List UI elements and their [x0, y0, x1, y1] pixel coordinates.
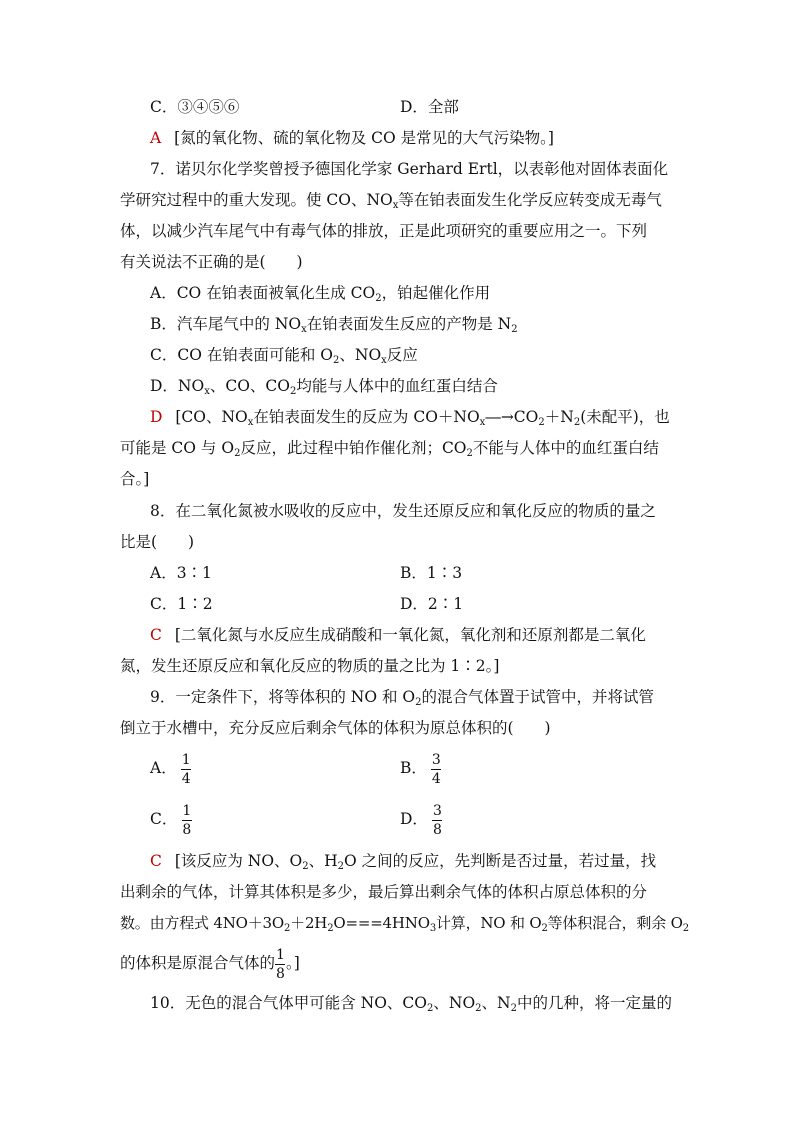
subscript: 2	[234, 448, 241, 459]
option-label: B．	[400, 759, 427, 777]
q8-answer-line1	[150, 624, 646, 646]
text: O===4HNO	[333, 914, 430, 932]
text: [CO、NO	[175, 408, 248, 426]
subscript: 2	[510, 1003, 517, 1014]
q6-option-d: D．全部	[400, 98, 459, 116]
denominator: 8	[432, 821, 442, 838]
numerator: 1	[181, 751, 191, 768]
q9-option-d	[400, 799, 443, 839]
text: 在铂表面发生反应的产物是 N	[306, 315, 512, 333]
q7-option-b	[150, 313, 518, 335]
text: C．CO 在铂表面可能和 O	[150, 346, 333, 364]
option-label: A．	[150, 759, 177, 777]
text: B．汽车尾气中的 NO	[150, 315, 302, 333]
subscript: x	[381, 355, 387, 366]
q7-option-c	[150, 344, 418, 366]
subscript: x	[204, 386, 210, 397]
subscript: 3	[429, 923, 436, 934]
q8-answer-line2: 氮，发生还原反应和氧化反应的物质的量之比为 1∶2。]	[120, 657, 500, 675]
subscript: x	[392, 200, 399, 211]
numerator: 3	[431, 751, 441, 768]
q8-stem-line1: 8．在二氧化氮被水吸收的反应中，发生还原反应和氧化反应的物质的量之	[150, 502, 656, 520]
subscript: 2	[538, 417, 545, 428]
subscript: 2	[375, 293, 382, 304]
text: 。]	[285, 954, 300, 972]
fraction	[432, 803, 443, 838]
q9-answer-text	[175, 852, 656, 870]
q7-option-d	[150, 375, 498, 397]
q6-answer	[150, 127, 554, 149]
text: 均能与人体中的血红蛋白结合	[296, 377, 498, 395]
q8-option-d: D．2∶1	[400, 595, 464, 613]
denominator: 4	[431, 770, 441, 787]
q8-option-b: B．1∶3	[400, 564, 463, 582]
subscript: 2	[475, 1003, 482, 1014]
option-label: D．	[400, 810, 428, 828]
q7-answer-line1	[150, 406, 670, 428]
subscript: 2	[415, 697, 422, 708]
q9-answer-line1	[150, 850, 656, 872]
q7-option-a	[150, 282, 490, 304]
q7-answer-text	[175, 408, 669, 426]
text: ―→CO	[485, 408, 539, 426]
text: 在铂表面发生的反应为 CO＋NO	[253, 408, 480, 426]
text: 不能与人体中的血红蛋白结	[472, 439, 659, 457]
text: D．NO	[150, 377, 205, 395]
q10-stem-line1	[150, 992, 672, 1014]
q6-option-c: C．③④⑤⑥	[150, 98, 240, 116]
q7-answer-line2	[120, 437, 659, 459]
fraction	[275, 947, 286, 982]
text: ＋N	[544, 408, 574, 426]
text: 、NO	[339, 346, 382, 364]
subscript: 2	[541, 923, 548, 934]
q7-answer-line3: 合。]	[120, 470, 150, 488]
text: 中的几种，将一定量的	[516, 994, 672, 1012]
text: 数。由方程式 4NO＋3O	[120, 914, 284, 932]
subscript: 2	[289, 386, 297, 397]
subscript: x	[247, 417, 254, 428]
option-label: C．	[150, 810, 178, 828]
q8-answer-letter: C	[150, 626, 162, 644]
subscript: x	[479, 417, 486, 428]
text: 10．无色的混合气体甲可能含 NO、CO	[150, 994, 427, 1012]
text: 可能是 CO 与 O	[120, 439, 235, 457]
subscript: 2	[573, 417, 581, 428]
text: 、NO	[433, 994, 476, 1012]
subscript: 2	[327, 923, 334, 934]
text: O 之间的反应，先判断是否过量，若过量，找	[344, 852, 657, 870]
subscript: 2	[511, 324, 518, 335]
subscript: 2	[283, 923, 291, 934]
numerator: 3	[432, 802, 442, 819]
fraction	[181, 752, 192, 787]
text: 、H	[308, 852, 338, 870]
denominator: 4	[181, 770, 191, 787]
text: (未配平)，也	[580, 408, 670, 426]
q7-answer-letter: D	[150, 408, 163, 426]
text: 等体积混合，剩余 O	[547, 914, 683, 932]
text: 反应	[386, 346, 418, 364]
text: 等在铂表面发生化学反应转变成无毒气	[398, 191, 662, 209]
fraction	[181, 803, 192, 838]
q7-stem-line4: 有关说法不正确的是( )	[120, 253, 303, 271]
q9-option-c	[150, 799, 192, 839]
subscript: 2	[427, 1003, 434, 1014]
q9-answer-letter: C	[150, 852, 162, 870]
text: A．CO 在铂表面被氧化生成 CO	[150, 284, 376, 302]
q8-option-a: A．3∶1	[150, 564, 212, 582]
q9-option-a	[150, 748, 192, 788]
fraction	[431, 752, 442, 787]
denominator: 8	[182, 821, 192, 838]
q9-answer-line4	[120, 943, 300, 983]
q9-option-b	[400, 748, 442, 788]
text: 、CO、CO	[209, 377, 290, 395]
subscript: 2	[682, 923, 689, 934]
subscript: 2	[466, 448, 473, 459]
subscript: 2	[302, 861, 309, 872]
q8-option-c: C．1∶2	[150, 595, 213, 613]
text: 反应，此过程中铂作催化剂；CO	[240, 439, 467, 457]
q8-stem-line2: 比是( )	[120, 533, 195, 551]
q7-stem-line2	[120, 189, 662, 211]
text: 计算，NO 和 O	[435, 914, 542, 932]
text: [该反应为 NO、O	[174, 852, 303, 870]
denominator: 8	[276, 965, 285, 982]
q8-answer-text: [二氧化氮与水反应生成硝酸和一氧化氮，氧化剂和还原剂都是二氧化	[174, 626, 646, 644]
text: 9．一定条件下，将等体积的 NO 和 O	[150, 688, 416, 706]
text: 学研究过程中的重大发现。使 CO、NO	[120, 191, 393, 209]
q9-stem-line1	[150, 686, 654, 708]
q6-answer-letter: A	[150, 129, 162, 147]
text: 、N	[481, 994, 511, 1012]
q9-answer-line2: 出剩余的气体，计算其体积是多少，最后算出剩余气体的体积占原总体积的分	[120, 883, 648, 901]
q6-answer-text: [氮的氧化物、硫的氧化物及 CO 是常见的大气污染物。]	[174, 129, 554, 147]
q9-answer-line3	[120, 912, 689, 934]
text: ，铂起催化作用	[381, 284, 491, 302]
q7-stem-line3: 体，以减少汽车尾气中有毒气体的排放，正是此项研究的重要应用之一。下列	[120, 222, 648, 240]
subscript: 2	[333, 355, 340, 366]
subscript: x	[301, 324, 307, 335]
q9-stem-line2: 倒立于水槽中，充分反应后剩余气体的体积为原总体积的( )	[120, 719, 551, 737]
numerator: 1	[182, 802, 192, 819]
text: ＋2H	[290, 914, 328, 932]
q7-stem-line1: 7．诺贝尔化学奖曾授予德国化学家 Gerhard Ertl，以表彰他对固体表面化	[150, 160, 669, 178]
text: 的体积是原混合气体的	[120, 954, 276, 972]
text: 的混合气体置于试管中，并将试管	[421, 688, 655, 706]
subscript: 2	[337, 861, 345, 872]
numerator: 1	[276, 946, 285, 963]
